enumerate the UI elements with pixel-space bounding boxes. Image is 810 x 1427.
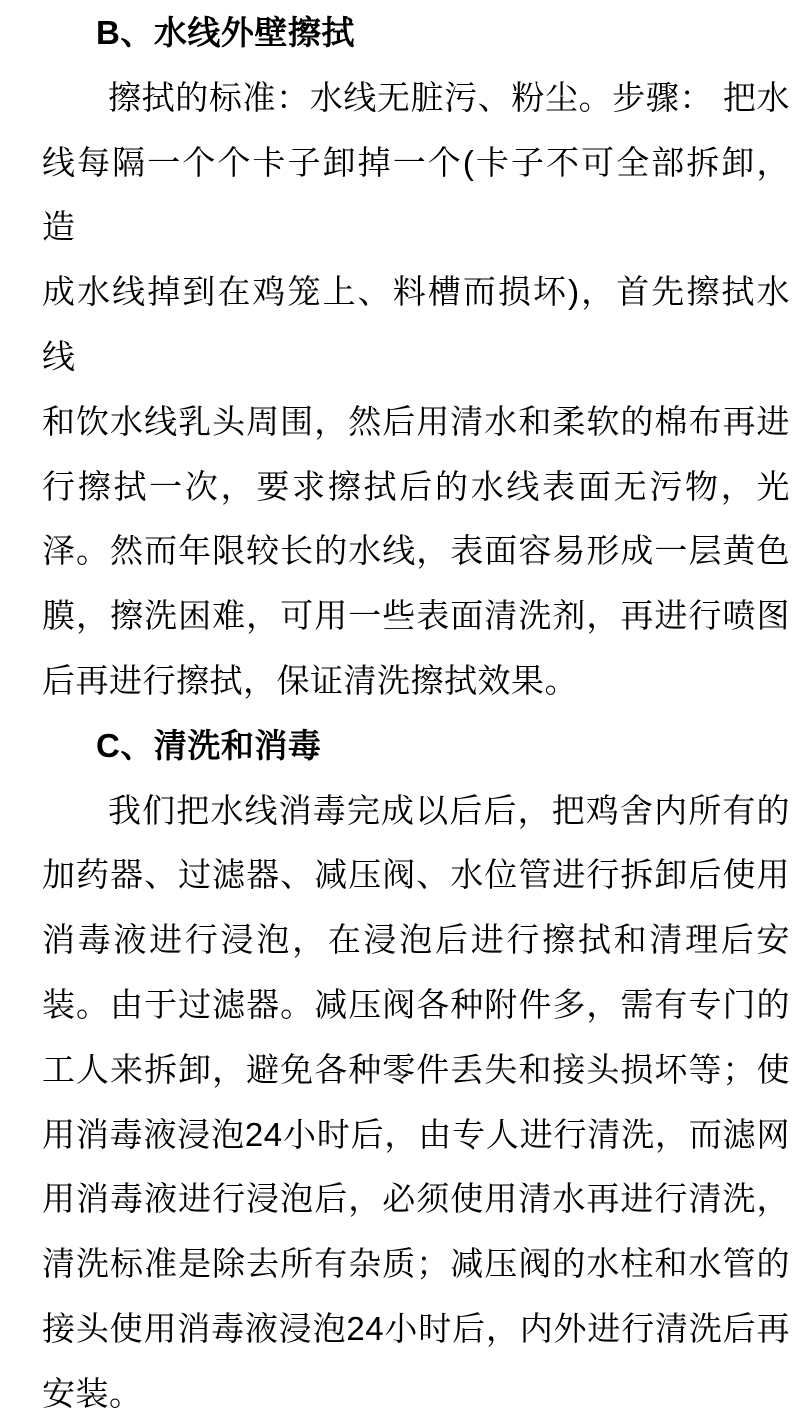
text-line: 接头使用消毒液浸泡24小时后，内外进行清洗后再 (42, 1309, 790, 1347)
text-line: 泽。然而年限较长的水线，表面容易形成一层黄色 (42, 532, 790, 570)
text-line: 我们把水线消毒完成以后后，把鸡舍内所有的 (108, 791, 790, 829)
text-line: 工人来拆卸，避免各种零件丢失和接头损坏等；使 (42, 1050, 790, 1088)
section-heading-c: C、清洗和消毒 (96, 726, 322, 764)
text-line: 膜，擦洗困难，可用一些表面清洗剂，再进行喷图 (42, 597, 790, 635)
text-line: 行擦拭一次，要求擦拭后的水线表面无污物，光 (42, 467, 790, 505)
text-line: 成水线掉到在鸡笼上、料槽而损坏)，首先擦拭水线 (42, 273, 790, 375)
text-line: 消毒液进行浸泡，在浸泡后进行擦拭和清理后安 (42, 921, 790, 959)
text-line: 线每隔一个个卡子卸掉一个(卡子不可全部拆卸，造 (42, 143, 790, 246)
text-line: 安装。 (42, 1374, 143, 1412)
text-line: 加药器、过滤器、减压阀、水位管进行拆卸后使用 (42, 856, 790, 894)
text-line: 装。由于过滤器。减压阀各种附件多，需有专门的 (42, 985, 790, 1023)
text-line: 用消毒液进行浸泡后，必须使用清水再进行清洗， (42, 1180, 790, 1218)
text-line: 和饮水线乳头周围，然后用清水和柔软的棉布再进 (42, 402, 790, 440)
text-line: 清洗标准是除去所有杂质；减压阀的水柱和水管的 (42, 1245, 790, 1283)
section-heading-b: B、水线外壁擦拭 (96, 14, 355, 51)
text-line: 擦拭的标准：水线无脏污、粉尘。步骤： 把水 (108, 78, 790, 116)
text-line: 后再进行擦拭，保证清洗擦拭效果。 (42, 661, 578, 699)
text-line: 用消毒液浸泡24小时后，由专人进行清洗，而滤网 (42, 1115, 790, 1153)
